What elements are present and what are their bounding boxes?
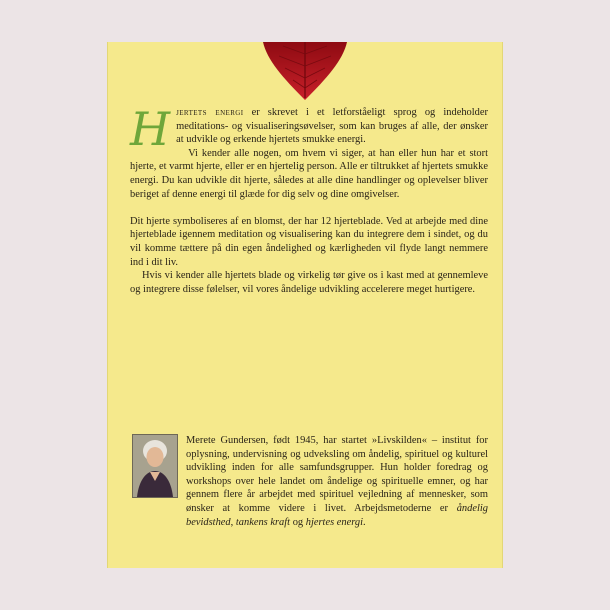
book-title-inline: jertets energi bbox=[176, 107, 244, 118]
separator-1: , bbox=[230, 516, 236, 528]
method-1: åndelig bevidsthed bbox=[186, 502, 488, 528]
bio-end: . bbox=[363, 516, 366, 528]
paragraph-2: Dit hjerte symboliseres af en blomst, der har 12 hjerteblade. Ved at arbejde med dine hjerteblade igennem meditation og visualisering kan du integrere dem i sindet, og du vil komme tættere på din egen åndelighed og kærligheden vil flyde langt nemmere ind i dit liv. bbox=[130, 215, 488, 268]
description-text bbox=[130, 102, 488, 296]
author-photo bbox=[132, 434, 178, 498]
intro-sentence: er skrevet i et letforståeligt sprog og indeholder meditations- og visualiseringsøvelser, som kan bruges af alle, der ønsker at udvikle og erkende hjertets smukke energi. bbox=[176, 107, 488, 146]
paragraph-3: Hvis vi kender alle hjertets blade og virkelig tør give os i kast med at gennemleve og integrere disse følelser, vil vores åndelige udvikling accelerere meget hurtigere. bbox=[130, 270, 488, 295]
method-3: hjertes energi bbox=[305, 516, 364, 528]
red-leaf-icon bbox=[263, 42, 347, 100]
author-bio bbox=[186, 434, 488, 529]
drop-cap: H bbox=[130, 102, 171, 156]
separator-2: og bbox=[290, 516, 306, 528]
paragraph-1: Vi kender alle nogen, om hvem vi siger, at han eller hun har et stort hjerte, et varmt hjerte, eller er en hjertelig person. Alle er tiltrukket af hjertets smukke energi. Du kan udvikle dit hjerte, således at alle dine handlinger og oplevelser bliver beriget af denne energi til glæde for dig selv og dine omgivelser. bbox=[130, 147, 488, 200]
method-2: tankens kraft bbox=[235, 516, 291, 528]
author-bio-text: Merete Gundersen, født 1945, har startet »Livskilden« – institut for oplysning, undervisning og udveksling om åndelig, spirituel og kulturel udvikling inden for alle samfundsgrupper. Hun holder foredrag og workshops over hele landet om åndelige og spirituelle emner, og har gennem flere år arbejdet med spirituel vejledning af mennesker, som ønsker at komme videre i livet. Arbejdsmetoderne er bbox=[186, 435, 488, 514]
book-back-cover bbox=[107, 42, 503, 568]
